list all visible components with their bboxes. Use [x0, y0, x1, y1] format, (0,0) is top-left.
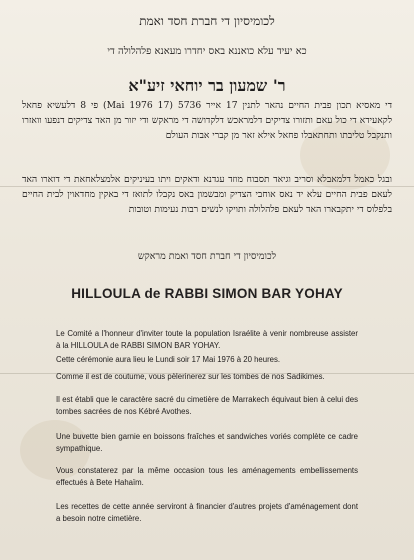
hebrew-header-committee: לכומיסיון די חברת חסד ואמת: [139, 14, 275, 28]
hebrew-footer-signature: לכומיסיון די חברת חסד ואמת מראקש: [137, 251, 277, 262]
hebrew-invitation-line: כא יעיד עלא כואננא באס יחדרו מעאנא פלהלולה די: [107, 46, 307, 57]
french-paragraph-pilgrimage: Comme il est de coutume, vous pèlerinerez sur les tombes de nos Sadikimes.: [56, 372, 325, 381]
french-paragraph-buvette: Une buvette bien garnie en boissons fraîches et sandwiches voriés complète ce cadre sympathique.: [56, 432, 358, 453]
french-title: HILLOULA de RABBI SIMON BAR YOHAY: [71, 286, 343, 301]
french-paragraph-cemetery: Il est établi que le caractère sacré du cimetière de Marrakech équivaut bien à celui des tombes sacrées de nos Kébré Avothes.: [56, 395, 358, 416]
french-paragraph-receipts: Les recettes de cette année serviront à financier d'autres projets d'aménagement dont a besoin notre cimetière.: [56, 502, 358, 523]
french-paragraph-invitation: Le Comité a l'honneur d'inviter toute la population Israélite à venir nombreuse assister à la HILLOULA de RABBI SIMON BAR YOHAY.: [56, 329, 358, 350]
french-paragraph-ceremony: Cette cérémonie aura lieu le Lundi soir 17 Mai 1976 à 20 heures.: [56, 355, 281, 364]
hebrew-paragraph-date: די מאסיא תכון פבית החיים נהאר לתנין 17 אייר 5736 (17 Mai 1976) פי 8 דלעשיא פחאל לקאעידא די כול עאם ותזורו צדיקים דלמראכש דלקדושה די מראקש ודי יזור מן האד צדיקים דנפעו וואזרו ותנקבל טליבתו ותחתאבלו פחאל אילא זאר מן קברי אבות העולם: [22, 100, 393, 141]
hebrew-rabbi-name: ר' שמעון בר יוחאי זיע"א: [128, 76, 286, 95]
french-paragraph-improvements: Vous constaterez par la même occasion tous les aménagements embellissements effectués à Bete Hahaïm.: [56, 466, 358, 487]
hebrew-paragraph-details: ובגל כאמל דלמאבלא וסריב וגיאד תסבוח מוזד עגדנא ודאקים ויתו בעיניקים אלמצלאחאת די דוארו האד לעאם פבית החיים עלא יד נאס אוחבי הצדיק ומבשמון באס נקבלו לתואז די באקין מחדאוין לבית החיים בלפלוס די יתקבארו האד לעאם פלהלולה ותויקו לנשים רבות נעימות וטובות: [22, 174, 392, 215]
